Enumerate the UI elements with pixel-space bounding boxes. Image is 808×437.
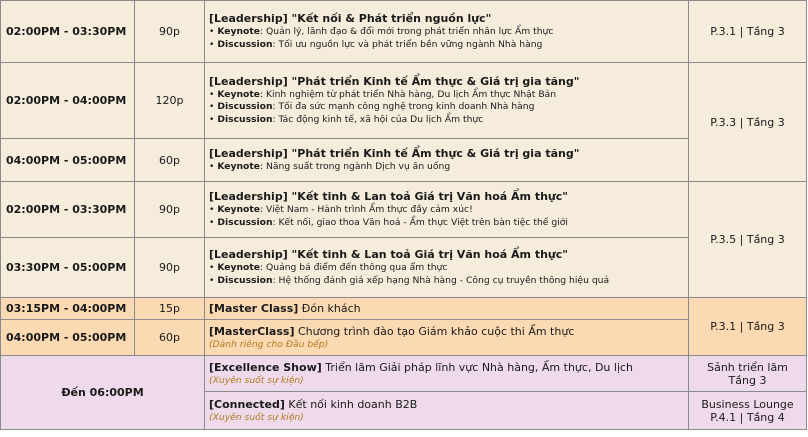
session-line: • Keynote: Kinh nghiệm từ phát triển Nhà hàng, Du lịch Ẩm thực Nhật Bản (209, 88, 557, 100)
session-duration: 60p (135, 139, 205, 182)
session-line: • Keynote: Quảng bá điểm đến thông qua ẩm thực (209, 262, 448, 274)
session-duration: 90p (135, 182, 205, 238)
session-title: [Excellence Show] Triển lãm Giải pháp lĩnh vực Nhà hàng, Ẩm thực, Du lịch (209, 360, 634, 374)
session-line: • Discussion: Hệ thống đánh giá xếp hạng Nhà hàng - Công cụ truyền thông hiệu quả (209, 274, 610, 286)
session-room (689, 356, 807, 392)
session-time: 02:00PM - 03:30PM (1, 1, 135, 63)
table-row (1, 238, 807, 298)
session-time: 02:00PM - 03:30PM (1, 182, 135, 238)
session-details (205, 63, 689, 139)
session-title: [Leadership] "Phát triển Kinh tế Ẩm thực & Giá trị gia tăng" (209, 74, 580, 88)
session-details (205, 139, 689, 182)
session-title: [Master Class] Đón khách (209, 301, 361, 315)
session-time: 02:00PM - 04:00PM (1, 63, 135, 139)
room-name: Sảnh triển lãm (707, 360, 788, 374)
session-details (205, 238, 689, 298)
session-line: • Keynote: Quản lý, lãnh đạo & đổi mới trong phát triển nhân lực Ẩm thực (209, 26, 554, 38)
session-time: Đến 06:00PM (1, 356, 205, 430)
session-details (205, 392, 689, 430)
session-line: • Keynote: Việt Nam - Hành trình Ẩm thực đầy cảm xúc! (209, 204, 473, 216)
session-duration: 90p (135, 1, 205, 63)
session-details (205, 1, 689, 63)
session-time: 04:00PM - 05:00PM (1, 139, 135, 182)
session-title: [MasterClass] Chương trình đào tạo Giám khảo cuộc thi Ẩm thực (209, 324, 575, 338)
session-line: • Discussion: Kết nối, giao thoa Văn hoá - Ẩm thực Việt trên bàn tiệc thế giới (209, 216, 568, 228)
session-time: 04:00PM - 05:00PM (1, 320, 135, 356)
table-row (1, 298, 807, 320)
session-details (205, 320, 689, 356)
session-line: • Keynote: Năng suất trong ngành Dịch vụ ăn uống (209, 160, 451, 172)
session-details (205, 298, 689, 320)
table-row (1, 139, 807, 182)
table-row (1, 1, 807, 63)
session-room: P.3.5 | Tầng 3 (689, 182, 807, 298)
session-duration: 15p (135, 298, 205, 320)
session-time: 03:30PM - 05:00PM (1, 238, 135, 298)
session-room (689, 392, 807, 430)
session-room: P.3.1 | Tầng 3 (689, 298, 807, 356)
session-title: [Leadership] "Kết tinh & Lan toả Giá trị Văn hoá Ẩm thực" (209, 190, 569, 204)
table-row (1, 182, 807, 238)
session-room: P.3.3 | Tầng 3 (689, 63, 807, 182)
session-time: 03:15PM - 04:00PM (1, 298, 135, 320)
session-details (205, 182, 689, 238)
session-title: [Leadership] "Phát triển Kinh tế Ẩm thực & Giá trị gia tăng" (209, 146, 580, 160)
session-title: [Leadership] "Kết nối & Phát triển nguồn lực" (209, 12, 492, 26)
session-room: P.3.1 | Tầng 3 (689, 1, 807, 63)
session-line: • Discussion: Tối đa sức mạnh công nghệ trong kinh doanh Nhà hàng (209, 101, 535, 113)
session-duration: 90p (135, 238, 205, 298)
session-note: (Xuyên suốt sự kiện) (209, 411, 304, 423)
session-duration: 120p (135, 63, 205, 139)
session-duration: 60p (135, 320, 205, 356)
session-line: • Discussion: Tối ưu nguồn lực và phát triển bền vững ngành Nhà hàng (209, 38, 543, 50)
room-floor: P.4.1 | Tầng 4 (710, 410, 785, 424)
table-row (1, 320, 807, 356)
session-note: (Xuyên suốt sự kiện) (209, 374, 304, 386)
table-row (1, 356, 807, 392)
session-title: [Connected] Kết nối kinh doanh B2B (209, 397, 418, 411)
session-line: • Discussion: Tác động kinh tế, xã hội của Du lịch Ẩm thực (209, 113, 484, 125)
session-note: (Dành riêng cho Đầu bếp) (209, 338, 329, 350)
table-row (1, 63, 807, 139)
room-floor: Tầng 3 (728, 373, 767, 387)
room-name: Business Lounge (701, 397, 794, 411)
session-details (205, 356, 689, 392)
session-title: [Leadership] "Kết tinh & Lan toả Giá trị Văn hoá Ẩm thực" (209, 248, 569, 262)
